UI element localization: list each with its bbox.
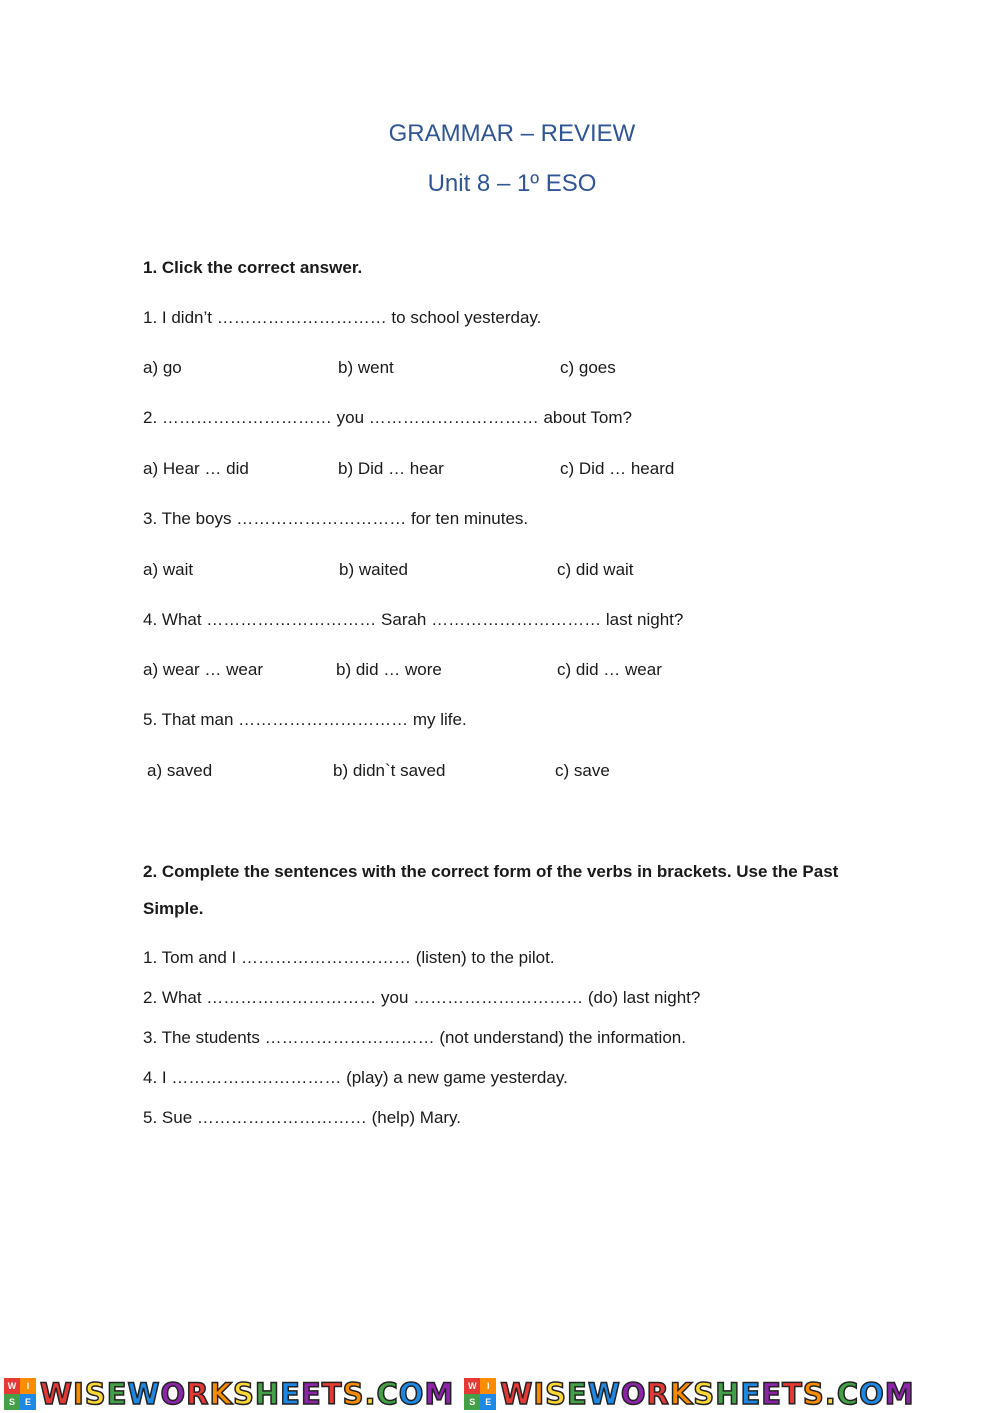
page-title: GRAMMAR – REVIEW [388, 120, 636, 147]
question-2: 2. ………………………… you ………………………… about Tom? [143, 408, 633, 427]
sentence-2: 2. What ………………………… you ………………………… (do) last night? [143, 988, 701, 1007]
question-3: 3. The boys ………………………… for ten minutes. [143, 509, 529, 528]
page-subtitle: Unit 8 – 1º ESO [427, 170, 597, 197]
wise-badge-1: W I S E [4, 1378, 36, 1410]
sentence-1: 1. Tom and I ………………………… (listen) to the pilot. [143, 948, 555, 967]
q3-option-a[interactable]: a) wait [143, 560, 194, 579]
q2-option-a[interactable]: a) Hear … did [143, 459, 249, 478]
q4-option-b[interactable]: b) did … wore [336, 660, 442, 679]
watermark-text-1: WISEWORKSHEETS.COM [40, 1376, 455, 1411]
q4-option-c[interactable]: c) did … wear [557, 660, 662, 679]
wise-badge-2: W I S E [464, 1378, 496, 1410]
q1-option-b[interactable]: b) went [338, 358, 394, 377]
q2-option-c[interactable]: c) Did … heard [560, 459, 675, 478]
q4-option-a[interactable]: a) wear … wear [143, 660, 263, 679]
section1-heading: 1. Click the correct answer. [143, 258, 363, 277]
q5-option-b[interactable]: b) didn`t saved [333, 761, 446, 780]
q3-option-c[interactable]: c) did wait [557, 560, 634, 579]
q5-option-a[interactable]: a) saved [147, 761, 213, 780]
question-1: 1. I didn’t ………………………… to school yesterday. [143, 308, 542, 327]
logo-block-2 [460, 1377, 914, 1411]
sentence-4: 4. I ………………………… (play) a new game yesterday. [143, 1068, 568, 1087]
sentence-3: 3. The students ………………………… (not understand) the information. [143, 1028, 686, 1047]
logo-block-1 [0, 1377, 454, 1411]
section2-heading-line2: Simple. [143, 899, 204, 918]
q1-option-a[interactable]: a) go [143, 358, 182, 377]
q2-option-b[interactable]: b) Did … hear [338, 459, 444, 478]
sentence-5: 5. Sue ………………………… (help) Mary. [143, 1108, 462, 1127]
question-4: 4. What ………………………… Sarah ………………………… last night? [143, 610, 684, 629]
watermark-text-2: WISEWORKSHEETS.COM [500, 1376, 915, 1411]
q5-option-c[interactable]: c) save [555, 761, 610, 780]
question-5: 5. That man ………………………… my life. [143, 710, 467, 729]
q1-option-c[interactable]: c) goes [560, 358, 616, 377]
watermark-footer [0, 1374, 1000, 1413]
section2-heading-line1: 2. Complete the sentences with the correct form of the verbs in brackets. Use the Past [143, 862, 839, 881]
q3-option-b[interactable]: b) waited [339, 560, 408, 579]
